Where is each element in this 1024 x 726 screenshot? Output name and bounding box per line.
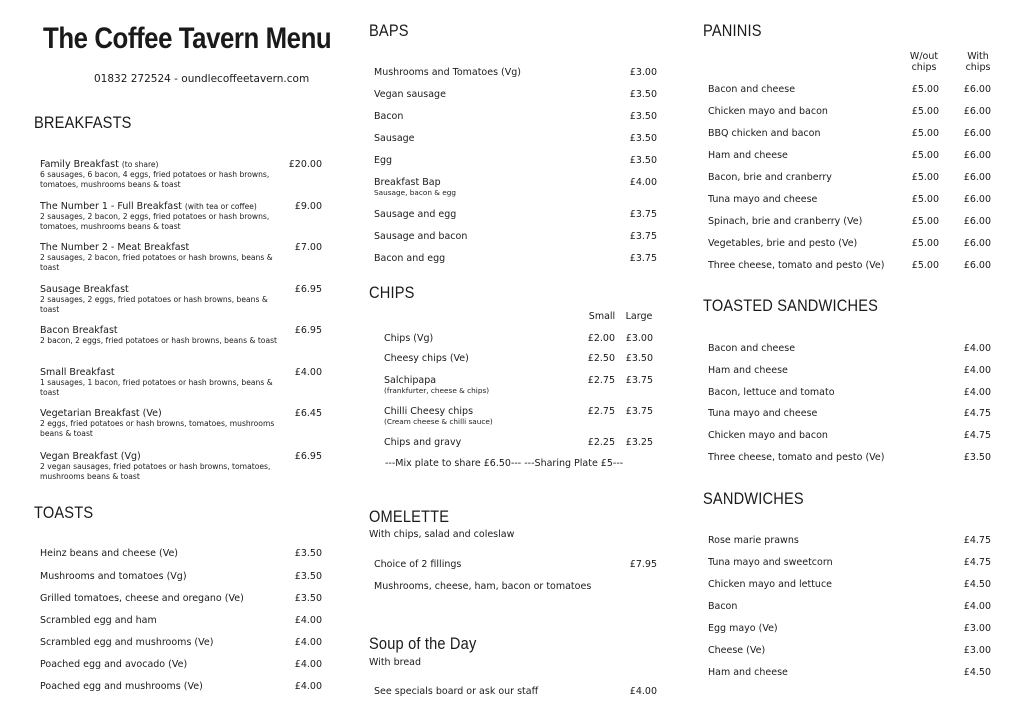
soup-sub: With bread xyxy=(369,657,422,668)
bap-item-name: Breakfast Bap xyxy=(374,177,441,188)
panini-item-name: Tuna mayo and cheese xyxy=(708,194,818,205)
breakfast-item-desc: 2 sausages, 2 bacon, fried potatoes or hash browns, beans & toast xyxy=(40,253,273,272)
toasted-item-price: £4.00 xyxy=(963,387,991,398)
chips-item-name: Salchipapa xyxy=(384,375,437,386)
chips-item xyxy=(384,406,493,426)
breakfast-item-price: £9.00 xyxy=(294,201,322,212)
bap-item-sub: Sausage, bacon & egg xyxy=(374,188,457,197)
breakfast-item-name: Family Breakfast xyxy=(40,159,119,170)
bap-item-price: £3.75 xyxy=(629,209,657,220)
chips-item-sub: (frankfurter, cheese & chips) xyxy=(384,386,490,395)
sandwich-item-name: Chicken mayo and lettuce xyxy=(708,579,833,590)
panini-item-without: £5.00 xyxy=(911,260,939,271)
toasted-item-price: £3.50 xyxy=(963,452,991,463)
soup-item-name: See specials board or ask our staff xyxy=(374,686,539,697)
breakfast-item-name: The Number 1 - Full Breakfast xyxy=(40,201,182,212)
paninis-col-with xyxy=(956,51,1000,73)
bap-item-price: £3.00 xyxy=(629,67,657,78)
panini-item-without: £5.00 xyxy=(911,216,939,227)
panini-item-without: £5.00 xyxy=(911,172,939,183)
bap-item-price: £4.00 xyxy=(629,177,657,188)
breakfast-item xyxy=(40,367,280,398)
bap-item-name: Bacon xyxy=(374,111,404,122)
baps-heading: BAPS xyxy=(369,21,409,40)
breakfast-item-name: Vegetarian Breakfast (Ve) xyxy=(40,408,162,419)
breakfast-item xyxy=(40,242,280,273)
chips-footer: ---Mix plate to share £6.50--- ---Sharing Plate £5--- xyxy=(385,458,624,469)
panini-item-name: BBQ chicken and bacon xyxy=(708,128,821,139)
bap-item-name: Mushrooms and Tomatoes (Vg) xyxy=(374,67,521,78)
breakfast-item-desc: 6 sausages, 6 bacon, 4 eggs, fried potatoes or hash browns, tomatoes, mushrooms beans & toast xyxy=(40,170,270,189)
panini-item-without: £5.00 xyxy=(911,106,939,117)
bap-item-price: £3.50 xyxy=(629,133,657,144)
bap-item-price: £3.75 xyxy=(629,231,657,242)
chips-item-small: £2.50 xyxy=(587,353,615,364)
toast-item-name: Grilled tomatoes, cheese and oregano (Ve) xyxy=(40,593,244,604)
sandwich-item-name: Egg mayo (Ve) xyxy=(708,623,778,634)
chips-heading: CHIPS xyxy=(369,283,415,302)
toasted-item-name: Ham and cheese xyxy=(708,365,788,376)
sandwiches-heading: SANDWICHES xyxy=(703,489,804,508)
toast-item-price: £4.00 xyxy=(294,615,322,626)
toast-item-price: £3.50 xyxy=(294,593,322,604)
chips-item-large: £3.75 xyxy=(625,375,653,386)
chips-item xyxy=(384,375,489,395)
paninis-col-with-line2: chips xyxy=(965,62,991,73)
breakfast-item-desc: 1 sausages, 1 bacon, fried potatoes or hash browns, beans & toast xyxy=(40,378,273,397)
panini-item-without: £5.00 xyxy=(911,194,939,205)
omelette-item-name: Choice of 2 fillings xyxy=(374,559,462,570)
breakfast-item-price: £4.00 xyxy=(294,367,322,378)
toasted-item-price: £4.75 xyxy=(963,430,991,441)
sandwich-item-price: £3.00 xyxy=(963,645,991,656)
sandwich-item-name: Bacon xyxy=(708,601,738,612)
chips-item-small: £2.25 xyxy=(587,437,615,448)
contact-line: 01832 272524 - oundlecoffeetavern.com xyxy=(94,73,310,85)
panini-item-without: £5.00 xyxy=(911,238,939,249)
panini-item-name: Spinach, brie and cranberry (Ve) xyxy=(708,216,863,227)
sandwich-item-name: Cheese (Ve) xyxy=(708,645,766,656)
breakfast-item-desc: 2 eggs, fried potatoes or hash browns, tomatoes, mushrooms beans & toast xyxy=(40,419,275,438)
chips-item-sub: (Cream cheese & chilli sauce) xyxy=(384,417,493,426)
breakfast-item xyxy=(40,201,280,232)
chips-item-large: £3.00 xyxy=(625,333,653,344)
toasted-item-name: Chicken mayo and bacon xyxy=(708,430,828,441)
paninis-col-with-line1: With xyxy=(967,51,989,62)
chips-item-name: Chips and gravy xyxy=(384,437,462,448)
toasted-item-price: £4.00 xyxy=(963,365,991,376)
chips-item-large: £3.50 xyxy=(625,353,653,364)
breakfast-item-note: (with tea or coffee) xyxy=(184,202,257,211)
paninis-col-without-line2: chips xyxy=(911,62,937,73)
panini-item-name: Ham and cheese xyxy=(708,150,788,161)
toasted-heading: TOASTED SANDWICHES xyxy=(703,296,879,315)
bap-item-name: Sausage xyxy=(374,133,415,144)
bap-item-name: Sausage and egg xyxy=(374,209,457,220)
chips-item-large: £3.25 xyxy=(625,437,653,448)
toast-item-price: £3.50 xyxy=(294,548,322,559)
toast-item-name: Poached egg and avocado (Ve) xyxy=(40,659,188,670)
bap-item xyxy=(374,177,456,197)
breakfast-item xyxy=(40,408,280,439)
bap-item-name: Vegan sausage xyxy=(374,89,446,100)
breakfast-item xyxy=(40,159,280,190)
panini-item-with: £6.00 xyxy=(963,260,991,271)
panini-item-with: £6.00 xyxy=(963,84,991,95)
sandwich-item-name: Tuna mayo and sweetcorn xyxy=(708,557,833,568)
breakfast-item-price: £6.95 xyxy=(294,325,322,336)
panini-item-name: Vegetables, brie and pesto (Ve) xyxy=(708,238,858,249)
breakfast-item-price: £6.95 xyxy=(294,284,322,295)
chips-item-small: £2.75 xyxy=(587,375,615,386)
paninis-col-without-line1: W/out xyxy=(909,51,939,62)
breakfast-item-name: The Number 2 - Meat Breakfast xyxy=(40,242,190,253)
toast-item-name: Mushrooms and tomatoes (Vg) xyxy=(40,571,187,582)
breakfast-item-name: Vegan Breakfast (Vg) xyxy=(40,451,141,462)
bap-item-name: Bacon and egg xyxy=(374,253,446,264)
toasts-heading: TOASTS xyxy=(34,503,94,522)
omelette-heading: OMELETTE xyxy=(369,507,450,526)
toasted-item-name: Three cheese, tomato and pesto (Ve) xyxy=(708,452,885,463)
panini-item-with: £6.00 xyxy=(963,128,991,139)
panini-item-with: £6.00 xyxy=(963,150,991,161)
breakfast-item-desc: 2 sausages, 2 bacon, 2 eggs, fried potatoes or hash browns, tomatoes, mushrooms beans & toast xyxy=(40,212,270,231)
breakfast-item-name: Sausage Breakfast xyxy=(40,284,129,295)
chips-col-large: Large xyxy=(625,311,653,322)
paninis-col-without xyxy=(901,51,947,73)
toasted-item-name: Bacon and cheese xyxy=(708,343,796,354)
breakfast-item xyxy=(40,284,280,315)
panini-item-with: £6.00 xyxy=(963,106,991,117)
breakfast-item-note: (to share) xyxy=(121,160,159,169)
breakfast-item-desc: 2 vegan sausages, fried potatoes or hash browns, tomatoes, mushrooms beans & toast xyxy=(40,462,271,481)
toast-item-name: Scrambled egg and ham xyxy=(40,615,157,626)
toasted-item-price: £4.00 xyxy=(963,343,991,354)
paninis-heading: PANINIS xyxy=(703,21,762,40)
breakfast-item xyxy=(40,325,280,346)
chips-item-small: £2.00 xyxy=(587,333,615,344)
breakfast-item-desc: 2 bacon, 2 eggs, fried potatoes or hash browns, beans & toast xyxy=(40,336,278,345)
page-title: The Coffee Tavern Menu xyxy=(43,22,332,55)
sandwich-item-price: £4.50 xyxy=(963,579,991,590)
breakfasts-heading: BREAKFASTS xyxy=(34,113,132,132)
breakfast-item-price: £7.00 xyxy=(294,242,322,253)
toast-item-name: Scrambled egg and mushrooms (Ve) xyxy=(40,637,214,648)
panini-item-name: Bacon and cheese xyxy=(708,84,796,95)
toasted-item-name: Bacon, lettuce and tomato xyxy=(708,387,835,398)
chips-col-small: Small xyxy=(588,311,616,322)
chips-item-name: Chips (Vg) xyxy=(384,333,434,344)
panini-item-with: £6.00 xyxy=(963,238,991,249)
panini-item-without: £5.00 xyxy=(911,150,939,161)
toasted-item-name: Tuna mayo and cheese xyxy=(708,408,818,419)
breakfast-item-price: £6.95 xyxy=(294,451,322,462)
chips-item-small: £2.75 xyxy=(587,406,615,417)
chips-item-name: Cheesy chips (Ve) xyxy=(384,353,469,364)
bap-item-price: £3.50 xyxy=(629,89,657,100)
panini-item-name: Bacon, brie and cranberry xyxy=(708,172,832,183)
breakfast-item-price: £6.45 xyxy=(294,408,322,419)
bap-item-price: £3.50 xyxy=(629,155,657,166)
panini-item-with: £6.00 xyxy=(963,216,991,227)
chips-item-large: £3.75 xyxy=(625,406,653,417)
toast-item-name: Heinz beans and cheese (Ve) xyxy=(40,548,179,559)
toast-item-price: £3.50 xyxy=(294,571,322,582)
toast-item-price: £4.00 xyxy=(294,659,322,670)
toast-item-price: £4.00 xyxy=(294,681,322,692)
sandwich-item-price: £3.00 xyxy=(963,623,991,634)
soup-heading: Soup of the Day xyxy=(369,634,477,653)
breakfast-item-desc: 2 sausages, 2 eggs, fried potatoes or hash browns, beans & toast xyxy=(40,295,268,314)
toast-item-price: £4.00 xyxy=(294,637,322,648)
omelette-fillings: Mushrooms, cheese, ham, bacon or tomatoes xyxy=(374,581,592,592)
panini-item-with: £6.00 xyxy=(963,172,991,183)
panini-item-name: Three cheese, tomato and pesto (Ve) xyxy=(708,260,885,271)
sandwich-item-price: £4.00 xyxy=(963,601,991,612)
bap-item-price: £3.50 xyxy=(629,111,657,122)
breakfast-item-name: Small Breakfast xyxy=(40,367,115,378)
toasted-item-price: £4.75 xyxy=(963,408,991,419)
panini-item-name: Chicken mayo and bacon xyxy=(708,106,828,117)
sandwich-item-name: Ham and cheese xyxy=(708,667,788,678)
bap-item-name: Egg xyxy=(374,155,393,166)
toast-item-name: Poached egg and mushrooms (Ve) xyxy=(40,681,203,692)
panini-item-with: £6.00 xyxy=(963,194,991,205)
breakfast-item-name: Bacon Breakfast xyxy=(40,325,118,336)
sandwich-item-price: £4.75 xyxy=(963,535,991,546)
bap-item-price: £3.75 xyxy=(629,253,657,264)
breakfast-item-price: £20.00 xyxy=(288,159,322,170)
soup-item-price: £4.00 xyxy=(629,686,657,697)
sandwich-item-name: Rose marie prawns xyxy=(708,535,799,546)
breakfast-item xyxy=(40,451,280,482)
chips-item-name: Chilli Cheesy chips xyxy=(384,406,474,417)
panini-item-without: £5.00 xyxy=(911,84,939,95)
bap-item-name: Sausage and bacon xyxy=(374,231,468,242)
panini-item-without: £5.00 xyxy=(911,128,939,139)
omelette-sub: With chips, salad and coleslaw xyxy=(369,529,515,540)
sandwich-item-price: £4.50 xyxy=(963,667,991,678)
sandwich-item-price: £4.75 xyxy=(963,557,991,568)
omelette-item-price: £7.95 xyxy=(629,559,657,570)
